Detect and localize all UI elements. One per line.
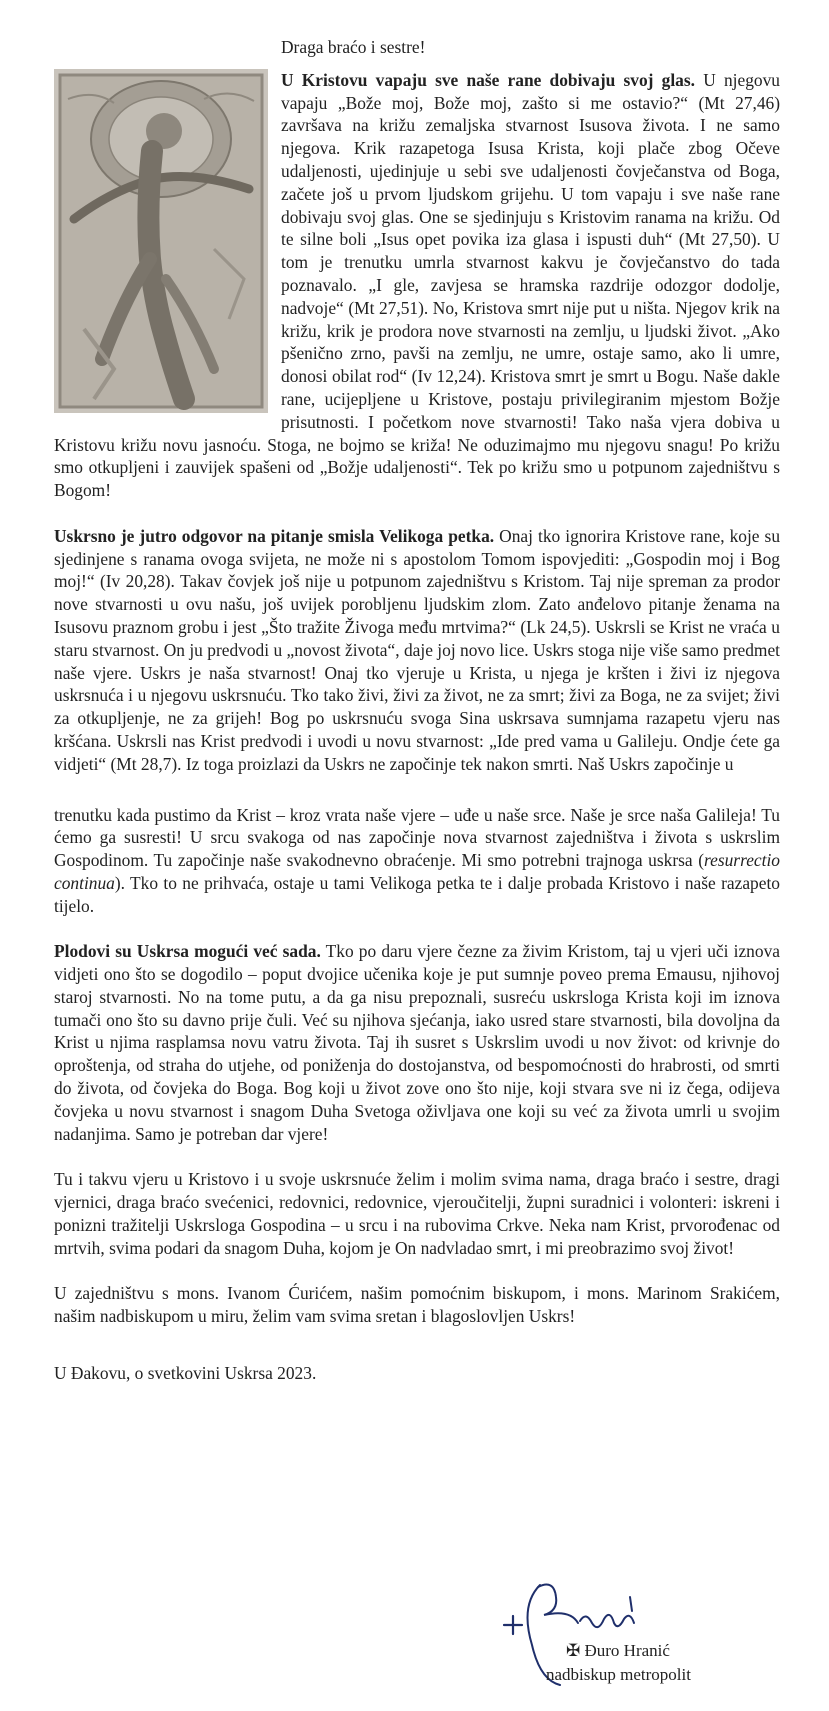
- signatory-title: nadbiskup metropolit: [546, 1665, 691, 1684]
- easter-morning-continuation: trenutku kada pustimo da Krist – kroz vrata naše vjere – uđe u naše srce. Naše je srce naša Galileja! Tu ćemo ga susresti! U srcu svakoga od nas započinje nova stvarnost zajedništva i života s uskrslim Gospodinom. Tu započinje naše svakodnevno obraćenje. Mi smo potrebni trajnoga uskrsa (: [54, 804, 780, 871]
- wish-paragraph: Tu i takvu vjeru u Kristovo i u svoje uskrsnuće želim i molim svima nama, draga braćo i sestre, dragi vjernici, draga braćo svećenici, redovnici, redovnice, vjeroučitelji, župni suradnici i volonteri: iskreni i ponizni tražitelji Uskrsloga Gospodina – u srcu i na rubovima Crkve. Neka nam Krist, prvorođenac od mrtvih, svima podari da snagom Duha, kojom je On nadvladao smrt, i mi preobrazimo svoj život!: [54, 1169, 780, 1258]
- signature-block: [500, 1575, 740, 1695]
- pastoral-letter: [54, 26, 780, 1385]
- place-and-date: U Đakovu, o svetkovini Uskrsa 2023.: [54, 1362, 317, 1383]
- easter-morning-paragraph-b: [54, 804, 780, 918]
- resurrectio-continua: resurrectio continua: [54, 850, 780, 893]
- easter-morning-paragraph-a: [54, 525, 780, 776]
- intro-lead: U Kristovu vapaju sve naše rane dobivaju svoj glas.: [281, 69, 695, 90]
- easter-morning-continuation-end: ). Tko to ne prihvaća, ostaje u tami Velikoga petka te i dalje probada Kristovo i naše razapeto tijelo.: [54, 872, 780, 916]
- communion-paragraph: U zajedništvu s mons. Ivanom Ćurićem, našim pomoćnim biskupom, i mons. Marinom Srakićem, našim nadbiskupom u miru, želim vam svima sretan i blagoslovljen Uskrs!: [54, 1283, 780, 1327]
- intro-paragraph: [54, 69, 780, 502]
- fruits-paragraph: [54, 940, 780, 1145]
- signatory-name: ✠ Đuro Hranić: [566, 1641, 670, 1660]
- easter-morning-lead: Uskrsno je jutro odgovor na pitanje smisla Velikoga petka.: [54, 525, 495, 546]
- easter-morning-text: Onaj tko ignorira Kristove rane, koje su sjedinjene s ranama ovoga svijeta, ne može ni s apostolom Tomom ispovjediti: „Gospodin moj i Bog moj!“ (Iv 20,28). Takav čovjek još nije u potpunom zajedništvu s Kristom. Taj nije spreman za prodor nove stvarnosti u ovu našu, još uvijek porobljenu ljudskim zlom. Zato anđelovo pitanje ženama na Isusovu praznom grobu i jest „Što tražite Živoga među mrtvima?“ (Lk 24,5). Uskrsli se Krist ne vraća u staru stvarnost. On ju predvodi u „novost života“, daje joj novo lice. Uskrs stoga nije više samo predmet naše vjere. Uskrs je naša stvarnost! Onaj tko vjeruje u Krista, u njega je kršten i živi iz njegova uskrsnuća i u njegovu uskrsnuću. Tko tako živi, živi za život, ne za smrt; živi za Boga, ne za svijet; živi za otkupljenje, ne za grijeh! Bog po uskrsnuću svoga Sina uskrsava sumnjama razapetu vjeru nas kršćana. Uskrsli nas Krist predvodi i uvodi u novu stvarnost: „Ide pred vama u Galileju. Ondje ćete ga vidjeti“ (Mt 28,7). Iz toga proizlazi da Uskrs ne započinje tek nakon smrti. Naš Uskrs započinje u: [54, 525, 781, 774]
- crucifix-relief-image: [54, 69, 268, 413]
- intro-text: U njegovu vapaju „Bože moj, Bože moj, zašto si me ostavio?“ (Mt 27,46) završava na križu zemaljska stvarnost Isusova života. I ne samo njegova. Krik razapetoga Isusa Krista, koji plače zbog Očeve udaljenosti, ujedinjuje u sebi sve udaljenosti čovječanstva od Boga, začete još u prvom ljudskom grijehu. U tom vapaju i sve naše rane dobivaju svoj glas. One se sjedinjuju s Kristovim ranama na križu. Od te silne boli „Isus opet povika iza glasa i ispusti duh“ (Mt 27,50). U tom je trenutku umrla stvarnost kakvu je čovječanstvo do tada poznavalo. „I gle, zavjesa se hramska razdrije odozgor dodolje, nadvoje“ (Mt 27,51). No, Kristova smrt nije put u ništa. Njegov krik na križu, krik je prodora nove stvarnosti na zemlju, u ljudski život. „Ako pšenično zrno, pavši na zemlju, ne umre, ostaje samo, ako li umre, donosi obilat rod“ (Iv 12,24). Kristova smrt je smrt u Bogu. Naše dakle rane, ucijepljene u Kristove, postaju privilegiranim mjestom Božje prisutnosti. I početkom nove stvarnosti! Tako naša vjera dobiva u Kristovu križu novu jasnoću. Stoga, ne bojmo se križa! Ne oduzimajmo mu njegovu snagu! Po križu smo otkupljeni i zauvijek spašeni od „Božje udaljenosti“. Tek po križu smo u potpunom zajedništvu s Bogom!: [54, 69, 780, 501]
- fruits-lead: Plodovi su Uskrsa mogući već sada.: [54, 941, 321, 962]
- page-break-gap: [54, 776, 780, 804]
- fruits-text: Tko po daru vjere čezne za živim Kristom, taj u vjeri uči iznova vidjeti ono što se dogodilo – poput dvojice učenika koje je put sumnje poveo prema Emausu, njihovoj staroj stvarnosti. No na tome putu, a da ga nisu prepoznali, susreću uskrsloga Krista koji im iznova tumači ono što su davno prije čuli. Već su njihova sjećanja, iako usred stare stvarnosti, bila dovoljna da Krist u njima rasplamsa novu vatru života. Taj ih susret s Uskrslim uvodi u nov život: od krivnje do oproštenja, od straha do utjehe, od poniženja do dostojanstva, od bespomoćnosti do hrabrosti, od smrti do života, od čovjeka do Boga. Bog koji u život zove ono što nije, koji stvara sve ni iz čega, odijeva čovjeka u novu stvarnost i snagom Duha Svetoga oživljava one koji su već za života umrli u svojim nadanjima. Samo je potreban dar vjere!: [54, 941, 780, 1144]
- greeting: Draga braćo i sestre!: [281, 37, 426, 57]
